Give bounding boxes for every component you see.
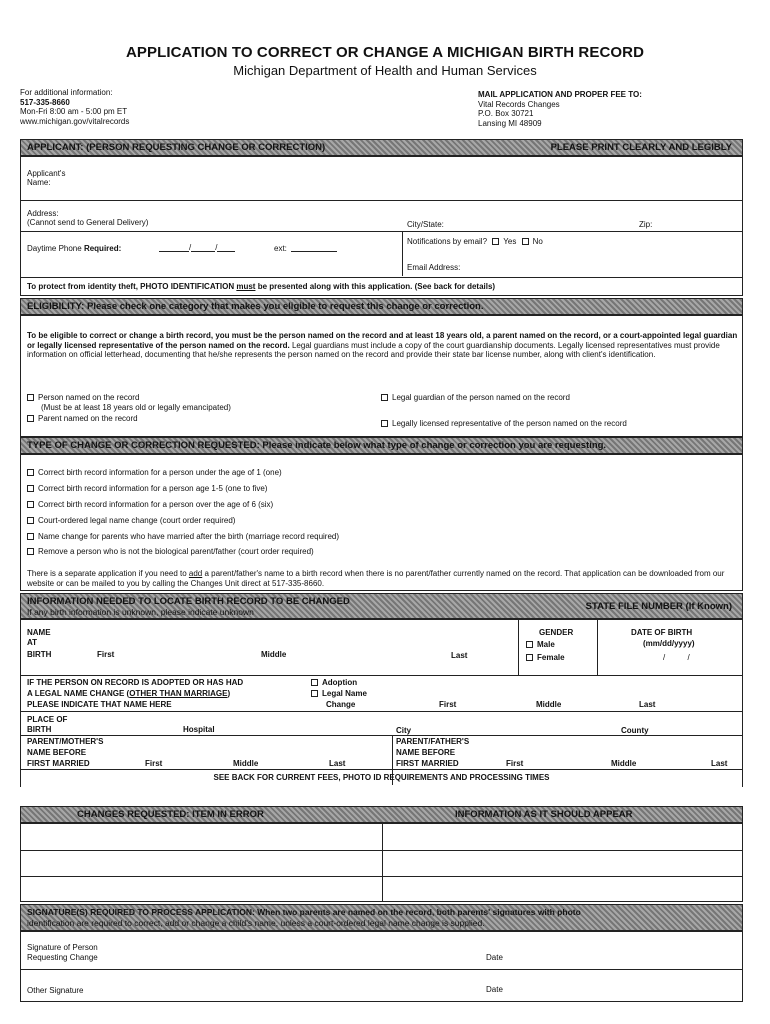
elig-representative-checkbox[interactable] (381, 420, 388, 427)
mail-line3: Lansing MI 48909 (478, 118, 542, 128)
eligibility-paragraph-bold: To be eligible to correct or change a birth record, you must be the person named on the record and at least 18 years old, a parent named on the record, or a court-appointed legal guardian or legally licensed representative of the person named on the record. (27, 331, 738, 350)
separate-application-note (27, 569, 742, 588)
applicant-name-label2: Name: (27, 178, 51, 187)
phone-sep2: / (215, 243, 218, 252)
phone-input[interactable] (159, 243, 235, 252)
adopted-l2b: ) (227, 689, 231, 698)
adopted-l2u: OTHER THAN MARRIAGE (129, 689, 228, 698)
change-option-2[interactable] (27, 484, 267, 493)
email-label: Email Address: (407, 263, 461, 272)
name-last-label: Last (451, 651, 468, 660)
name-at-birth-l1: NAME (27, 628, 51, 637)
phone-sep1: / (189, 243, 192, 252)
ext-label: ext: (274, 244, 287, 253)
changes-section-bar (20, 806, 743, 823)
gender-female-checkbox[interactable] (526, 654, 533, 661)
mother-last-label: Last (329, 759, 346, 768)
change-option-6-checkbox[interactable] (27, 548, 34, 555)
adoption-label: Adoption (322, 678, 358, 687)
change-option-4-checkbox[interactable] (27, 517, 34, 524)
info-label: For additional information: (20, 88, 113, 97)
elig-representative-label: Legally licensed representative of the person named on the record (392, 419, 627, 428)
name-first-label: First (97, 650, 115, 659)
mailing-info (478, 90, 748, 128)
signatures-section (20, 931, 743, 1002)
email-no-label: No (532, 237, 543, 246)
sig2-date-label: Date (486, 985, 503, 994)
phone-label (27, 244, 121, 253)
dob-input[interactable]: / / (663, 653, 690, 662)
change-type-bar-label: TYPE OF CHANGE OR CORRECTION REQUESTED: Please indicate below what type of change or correction you are requesting. (27, 440, 607, 451)
gender-female[interactable] (526, 653, 565, 662)
elig-self-note: (Must be at least 18 years old or legally emancipated) (41, 403, 231, 412)
form-subtitle: Michigan Department of Health and Human Services (233, 63, 537, 78)
legal-name-change-label: Change (326, 700, 356, 709)
father-l3: FIRST MARRIED (396, 759, 459, 768)
adoption-checkbox[interactable] (311, 679, 318, 686)
contact-info (20, 88, 280, 126)
change-option-4[interactable] (27, 516, 235, 525)
change-option-1-checkbox[interactable] (27, 469, 34, 476)
change-option-3[interactable] (27, 500, 273, 509)
signatures-section-bar (20, 904, 743, 931)
changes-error-row-3[interactable] (23, 878, 379, 900)
signatures-bar-line1: SIGNATURE(S) REQUIRED TO PROCESS APPLICATION: When two parents are named on the record, both parents' signatures with photo (27, 907, 581, 917)
gender-male-checkbox[interactable] (526, 641, 533, 648)
ext-input[interactable] (291, 244, 337, 252)
father-last-label: Last (711, 759, 728, 768)
changes-correct-row-2[interactable] (385, 852, 740, 874)
elig-self-checkbox[interactable] (27, 394, 34, 401)
legal-name-option[interactable] (311, 689, 367, 698)
email-yes-label: Yes (503, 237, 517, 246)
elig-parent-checkbox[interactable] (27, 415, 34, 422)
father-first-label: First (506, 759, 524, 768)
elig-option-representative[interactable] (381, 419, 627, 428)
state-file-number-label: STATE FILE NUMBER (If Known) (585, 601, 732, 612)
form-title: APPLICATION TO CORRECT OR CHANGE A MICHIGAN BIRTH RECORD (125, 44, 645, 61)
eligibility-paragraph (27, 331, 742, 360)
city-state-label: City/State: (407, 220, 444, 229)
adopted-l2 (27, 689, 230, 698)
mother-middle-label: Middle (233, 759, 259, 768)
sig1-date-input[interactable] (511, 946, 736, 960)
change-option-1-label: Correct birth record information for a person under the age of 1 (one) (38, 468, 282, 477)
zip-label: Zip: (639, 220, 653, 229)
address-note: (Cannot send to General Delivery) (27, 218, 149, 227)
locate-bar-line1: INFORMATION NEEDED TO LOCATE BIRTH RECORD TO BE CHANGED (27, 596, 350, 607)
eligibility-paragraph-rest: Legal guardians must include a copy of the court guardianship documents. Legally licensed representatives must provide information on official letterhead, documenting that he/she represents the person named on the record and provide their state bar license number, along with client's identification. (27, 340, 720, 359)
email-input[interactable] (469, 261, 739, 272)
eligibility-bar-label: ELIGIBILITY: Please check one category that makes you eligible to request this change or correction. (27, 301, 484, 312)
sig1-label-l1: Signature of Person (27, 943, 98, 952)
elig-guardian-label: Legal guardian of the person named on the record (392, 393, 570, 402)
legal-name-label: Legal Name (322, 689, 367, 698)
adopted-last-label: Last (639, 700, 656, 709)
notifications-text: Notifications by email? (407, 237, 488, 246)
adopted-l2a: A LEGAL NAME CHANGE ( (27, 689, 130, 698)
see-back-notice: SEE BACK FOR CURRENT FEES, PHOTO ID REQUIREMENTS AND PROCESSING TIMES (213, 773, 550, 782)
elig-option-parent[interactable] (27, 414, 138, 423)
elig-option-self[interactable] (27, 393, 139, 402)
locate-section (20, 619, 743, 787)
sig1-label-l2: Requesting Change (27, 953, 98, 962)
mother-l3: FIRST MARRIED (27, 759, 90, 768)
change-option-6[interactable] (27, 547, 314, 556)
hospital-label: Hospital (183, 725, 215, 734)
changes-error-row-2[interactable] (23, 852, 379, 874)
locate-section-bar (20, 593, 743, 619)
mother-l2: NAME BEFORE (27, 748, 87, 757)
signature-requester-input[interactable] (121, 944, 481, 960)
place-of-birth-l2: BIRTH (27, 725, 52, 734)
legal-name-checkbox[interactable] (311, 690, 318, 697)
elig-option-guardian[interactable] (381, 393, 570, 402)
mother-l1: PARENT/MOTHER'S (27, 737, 104, 746)
phone-label-text: Daytime Phone (27, 244, 82, 253)
change-option-2-checkbox[interactable] (27, 485, 34, 492)
info-website[interactable]: www.michigan.gov/vitalrecords (20, 116, 130, 126)
name-at-birth-l3: BIRTH (27, 650, 52, 659)
sig2-date-input[interactable] (511, 978, 736, 992)
city-label: City (396, 726, 412, 735)
adopted-l1: IF THE PERSON ON RECORD IS ADOPTED OR HAS HAD (27, 678, 244, 687)
photo-id-notice-a: To protect from identity theft, PHOTO IDENTIFICATION (27, 282, 235, 291)
signature-other-input[interactable] (121, 978, 481, 994)
info-hours: Mon-Fri 8:00 am - 5:00 pm ET (20, 107, 128, 116)
email-no-checkbox[interactable] (522, 238, 529, 245)
note-add: add (188, 569, 203, 578)
info-phone: 517-335-8660 (20, 97, 70, 107)
applicant-name-label1: Applicant's (27, 169, 66, 178)
elig-parent-label: Parent named on the record (38, 414, 138, 423)
mother-first-label: First (145, 759, 163, 768)
changes-correct-row-3[interactable] (385, 878, 740, 900)
adopted-first-label: First (439, 700, 457, 709)
eligibility-section-bar (20, 298, 743, 315)
father-l2: NAME BEFORE (396, 748, 456, 757)
applicant-bar-label: APPLICANT: (PERSON REQUESTING CHANGE OR CORRECTION) (27, 142, 326, 153)
name-at-birth-l2: AT (27, 638, 38, 647)
change-type-section (20, 454, 743, 591)
gender-male[interactable] (526, 640, 555, 649)
change-option-2-label: Correct birth record information for a person age 1-5 (one to five) (38, 484, 268, 493)
change-option-6-label: Remove a person who is not the biological parent/father (court order required) (38, 547, 314, 556)
note-part-b: a parent/father's name to a birth record when there is no parent/father currently named on the record. That application can be downloaded from our website or can be mailed to you by calling the Changes Unit direct at 517-335-8660. (27, 569, 725, 588)
photo-id-notice-b: be presented along with this application. (See back for details) (257, 282, 496, 291)
changes-bar-right: INFORMATION AS IT SHOULD APPEAR (455, 809, 633, 820)
dob-format: (mm/dd/yyyy) (643, 639, 695, 648)
applicant-bar-note: PLEASE PRINT CLEARLY AND LEGIBLY (550, 142, 732, 153)
father-l1: PARENT/FATHER'S (396, 737, 470, 746)
changes-bar-left: CHANGES REQUESTED: ITEM IN ERROR (77, 809, 264, 820)
locate-bar-line2: If any birth information is unknown, please indicate unknown (27, 607, 254, 617)
mail-line2: P.O. Box 30721 (478, 109, 534, 118)
elig-self-label: Person named on the record (38, 393, 140, 402)
sig2-label: Other Signature (27, 986, 84, 995)
notifications-label (407, 237, 543, 246)
place-of-birth-l1: PLACE OF (27, 715, 68, 724)
changes-error-row-1[interactable] (23, 826, 379, 848)
note-part-a: There is a separate application if you need to (27, 569, 187, 578)
father-middle-label: Middle (611, 759, 637, 768)
applicant-name-input[interactable] (71, 177, 731, 189)
changes-correct-row-1[interactable] (385, 826, 740, 848)
applicant-section (20, 156, 743, 296)
dob-label: DATE OF BIRTH (631, 628, 693, 637)
signatures-bar-line2: identification are required to correct, add or change a child's name, unless a court-ordered legal name change is supplied. (27, 918, 485, 928)
applicant-section-bar (20, 139, 743, 156)
change-option-5-checkbox[interactable] (27, 533, 34, 540)
gender-label: GENDER (539, 628, 574, 637)
change-option-5-label: Name change for parents who have married after the birth (marriage record required) (38, 532, 340, 541)
name-middle-label: Middle (261, 650, 287, 659)
changes-table (20, 823, 743, 902)
adopted-middle-label: Middle (536, 700, 562, 709)
mail-heading: MAIL APPLICATION AND PROPER FEE TO: (478, 90, 642, 99)
gender-female-label: Female (537, 653, 565, 662)
mail-line1: Vital Records Changes (478, 99, 560, 109)
photo-id-notice-must: must (236, 282, 256, 291)
phone-required-text: Required: (83, 244, 122, 253)
photo-id-notice (27, 282, 495, 291)
change-option-3-checkbox[interactable] (27, 501, 34, 508)
address-label: Address: (27, 209, 59, 218)
change-option-4-label: Court-ordered legal name change (court order required) (38, 516, 236, 525)
change-type-section-bar (20, 437, 743, 454)
change-option-5[interactable] (27, 532, 339, 541)
change-option-3-label: Correct birth record information for a person over the age of 6 (six) (38, 500, 274, 509)
gender-male-label: Male (537, 640, 555, 649)
address-input[interactable] (201, 207, 401, 227)
adoption-option[interactable] (311, 678, 357, 687)
sig1-date-label: Date (486, 953, 503, 962)
adopted-l3: PLEASE INDICATE THAT NAME HERE (27, 700, 172, 709)
change-option-1[interactable] (27, 468, 282, 477)
email-yes-checkbox[interactable] (492, 238, 499, 245)
county-label: County (621, 726, 649, 735)
eligibility-section (20, 315, 743, 437)
elig-guardian-checkbox[interactable] (381, 394, 388, 401)
